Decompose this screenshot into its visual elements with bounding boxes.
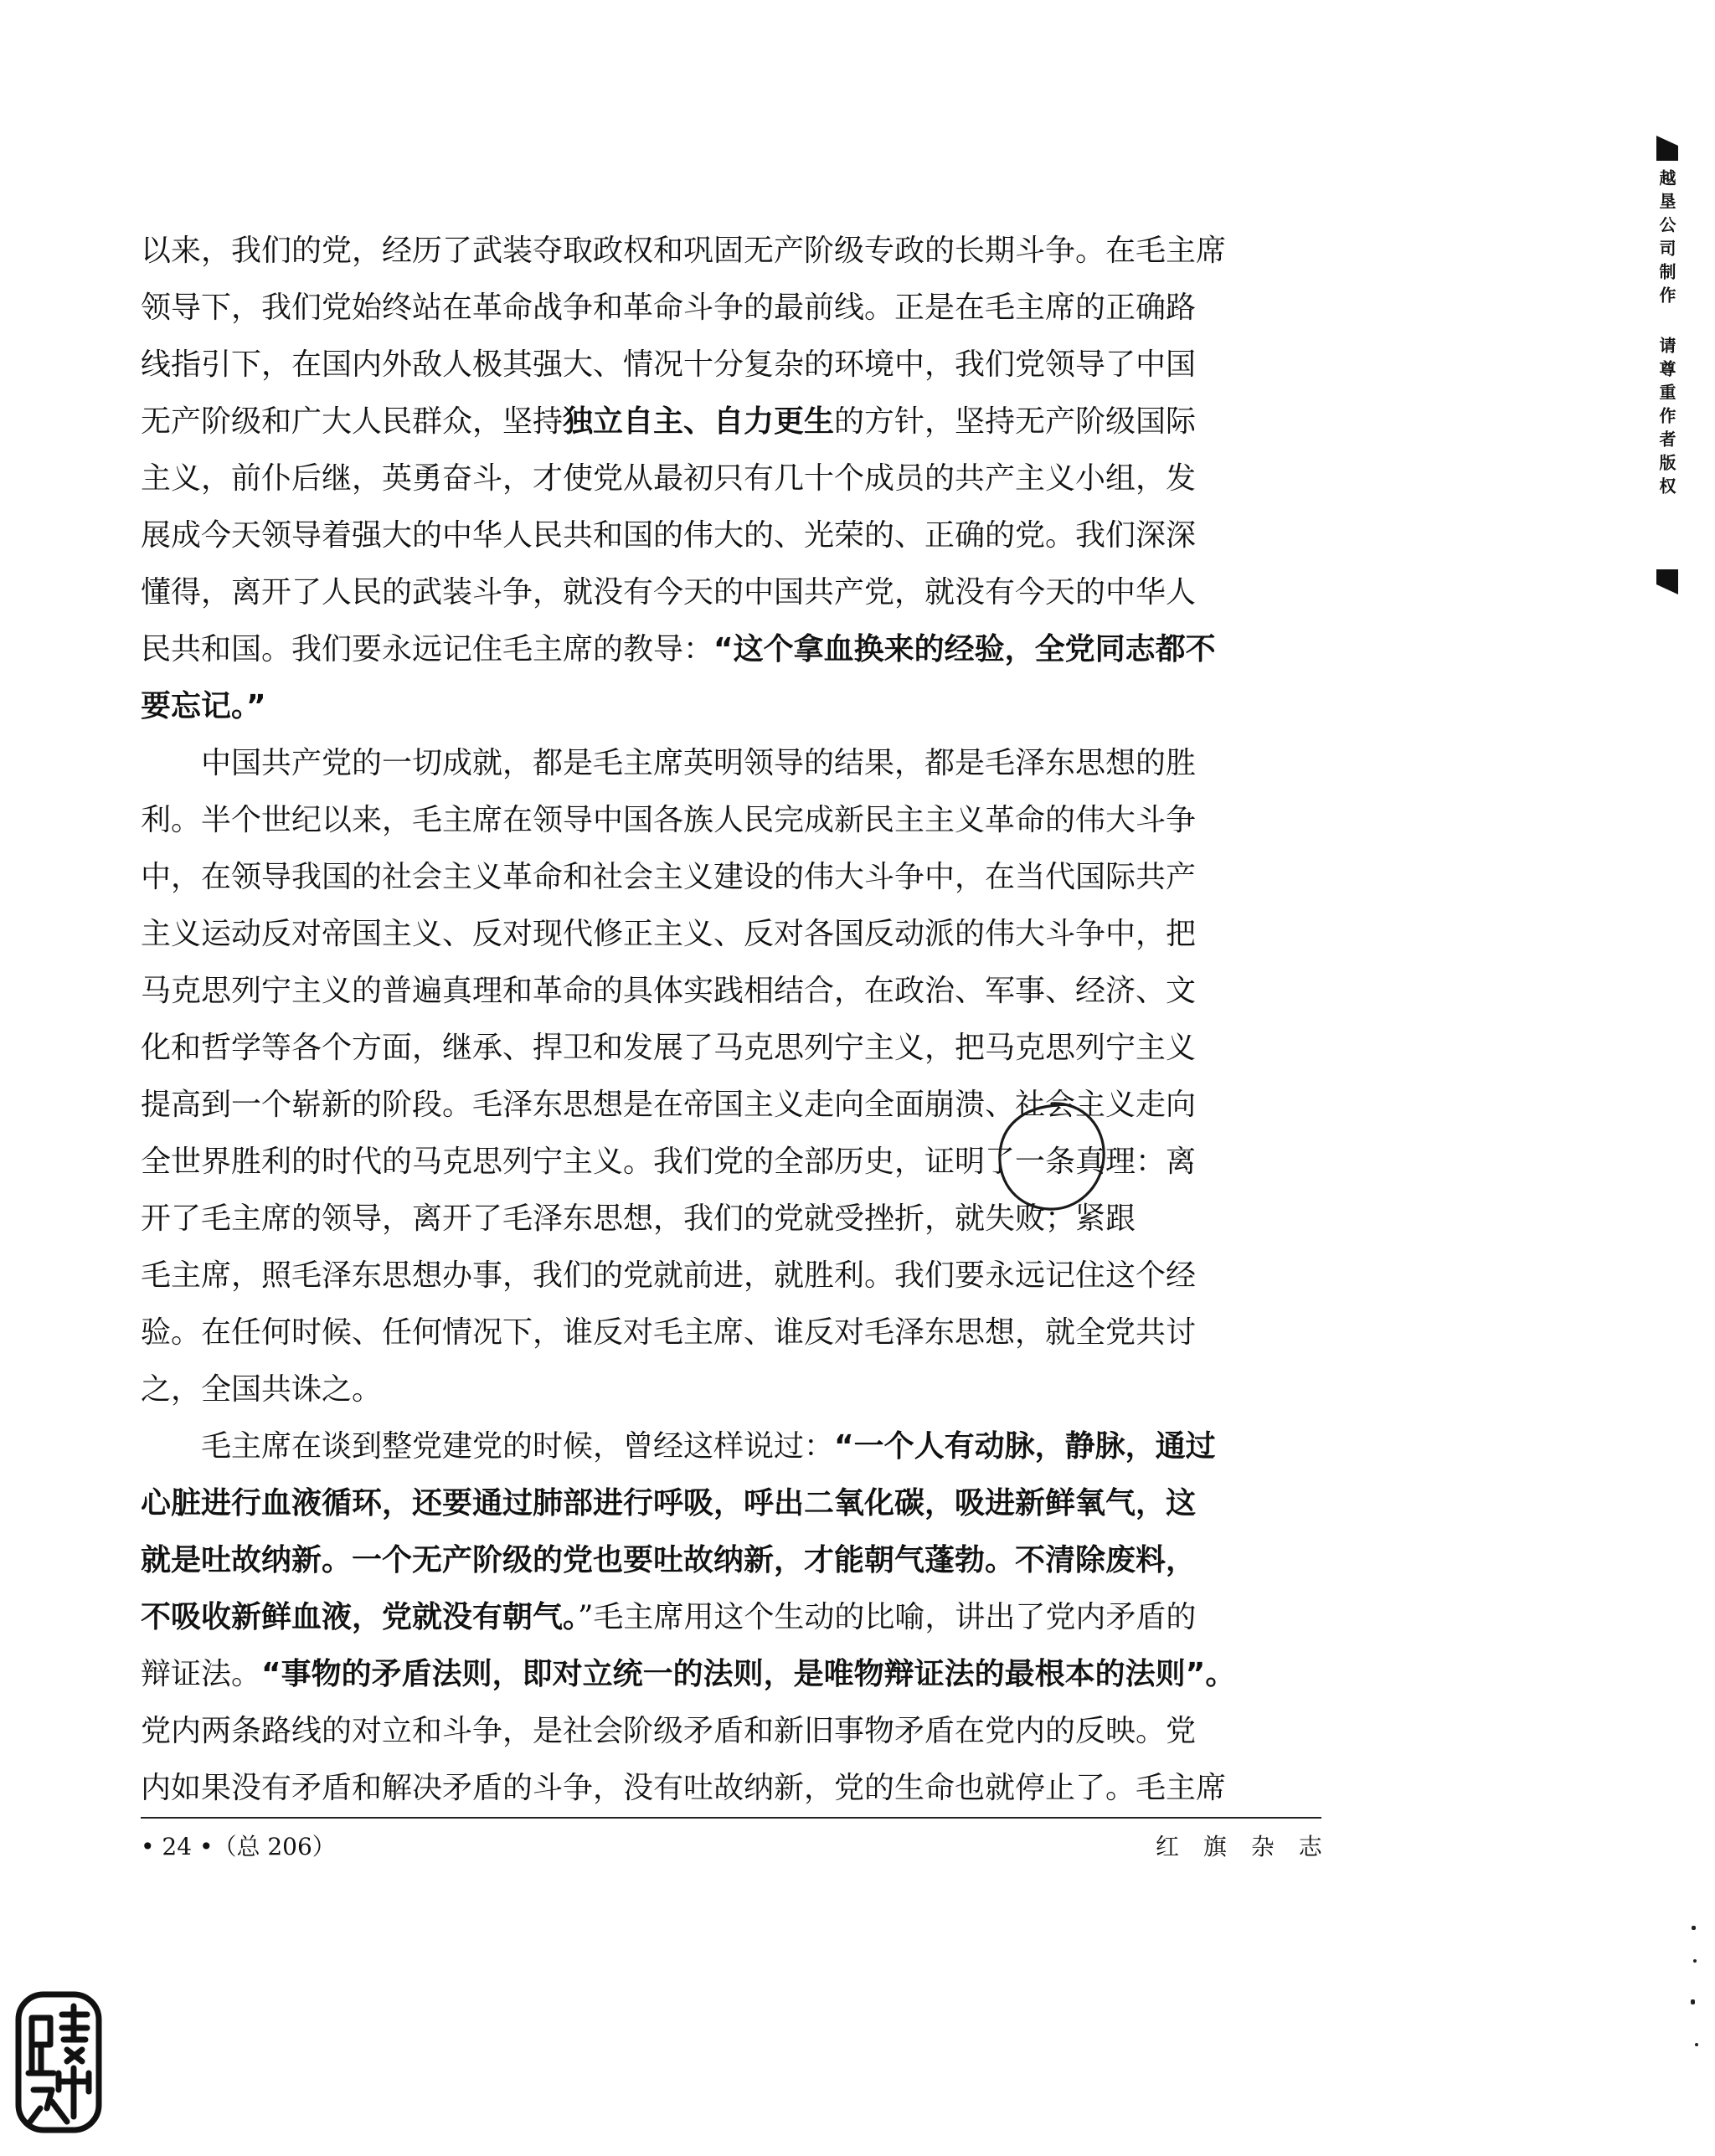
text-segment: 毛主席在谈到整党建党的时候，曾经这样说过： — [141, 1429, 835, 1464]
text-line — [141, 1077, 1321, 1134]
scan-speck — [1693, 1959, 1697, 1963]
scan-speck — [1691, 1999, 1695, 2004]
text-line — [141, 849, 1321, 906]
text-line — [141, 1532, 1321, 1589]
scan-speck — [1692, 1926, 1696, 1930]
text-line — [141, 337, 1321, 394]
bold-quote-segment: 心脏进行血液循环，还要通过肺部进行呼吸，呼出二氧化碳，吸进新鲜氧气，这 — [141, 1486, 1197, 1521]
text-line — [141, 507, 1321, 564]
text-segment: 以来，我们的党，经历了武装夺取政权和巩固无产阶级专政的长期斗争。在毛主席 — [141, 234, 1227, 268]
text-line — [141, 1248, 1321, 1304]
text-segment: 化和哲学等各个方面，继承、捍卫和发展了马克思列宁主义，把马克思列宁主义 — [141, 1031, 1197, 1065]
text-segment: 主义，前仆后继，英勇奋斗，才使党从最初只有几十个成员的共产主义小组，发 — [141, 461, 1197, 496]
text-segment: 提高到一个崭新的阶段。毛泽东思想是在帝国主义走向全面崩溃、社会主义走向 — [141, 1088, 1197, 1122]
bold-quote-segment: 要忘记。” — [141, 689, 266, 723]
text-line — [141, 1134, 1321, 1191]
text-segment: 展成今天领导着强大的中华人民共和国的伟大的、光荣的、正确的党。我们深深 — [141, 518, 1197, 553]
text-line — [141, 963, 1321, 1020]
text-line — [141, 1418, 1321, 1475]
text-segment: 党内两条路线的对立和斗争，是社会阶级矛盾和新旧事物矛盾在党内的反映。党 — [141, 1714, 1197, 1748]
text-segment: 中国共产党的一切成就，都是毛主席英明领导的结果，都是毛泽东思想的胜 — [141, 746, 1197, 780]
watermark-text: 越垦公司制作 请尊重作者版权 — [1656, 169, 1676, 501]
text-line — [141, 678, 1321, 735]
text-line — [141, 1020, 1321, 1077]
text-line — [141, 564, 1321, 621]
text-line — [141, 1304, 1321, 1361]
text-line — [141, 1589, 1321, 1646]
text-segment: 的方针，坚持无产阶级国际 — [834, 404, 1197, 439]
bold-quote-segment: 独立自主、自力更生 — [563, 404, 835, 439]
text-line — [141, 1760, 1321, 1817]
scan-speck — [1695, 2043, 1698, 2046]
text-line — [141, 1361, 1321, 1418]
handwritten-circle-mark — [993, 1099, 1109, 1214]
footer-journal-title: 红 旗 杂 志 — [1156, 1833, 1331, 1860]
text-segment: 中，在领导我国的社会主义革命和社会主义建设的伟大斗争中，在当代国际共产 — [141, 860, 1197, 894]
text-segment: ”毛主席用这个生动的比喻，讲出了党内矛盾的 — [578, 1600, 1197, 1634]
article-body — [141, 223, 1321, 1817]
bold-quote-segment: “一个人有动脉，静脉，通过 — [834, 1429, 1216, 1464]
text-segment: 主义运动反对帝国主义、反对现代修正主义、反对各国反动派的伟大斗争中，把 — [141, 917, 1197, 951]
text-segment: 毛主席，照毛泽东思想办事，我们的党就前进，就胜利。我们要永远记住这个经 — [141, 1258, 1197, 1293]
text-line — [141, 394, 1321, 450]
footer-divider — [141, 1817, 1321, 1819]
text-line — [141, 1703, 1321, 1760]
bold-quote-segment: “这个拿血换来的经验，全党同志都不 — [713, 632, 1216, 666]
text-line — [141, 792, 1321, 849]
text-segment: 辩证法。 — [141, 1657, 262, 1691]
text-segment: 内如果没有矛盾和解决矛盾的斗争，没有吐故纳新，党的生命也就停止了。毛主席 — [141, 1771, 1227, 1805]
text-line — [141, 735, 1321, 792]
text-segment: 开了毛主席的领导，离开了毛泽东思想，我们的党就受挫折，就失败；紧跟 — [141, 1201, 1136, 1236]
text-segment: 民共和国。我们要永远记住毛主席的教导： — [141, 632, 714, 666]
text-line — [141, 1191, 1321, 1248]
footer-page-number: • 24 •（总 206） — [141, 1833, 336, 1860]
watermark-bar-top — [1656, 136, 1678, 161]
text-segment: 懂得，离开了人民的武装斗争，就没有今天的中国共产党，就没有今天的中华人 — [141, 575, 1197, 610]
text-segment: 领导下，我们党始终站在革命战争和革命斗争的最前线。正是在毛主席的正确路 — [141, 291, 1197, 325]
text-segment: 全世界胜利的时代的马克思列宁主义。我们党的全部历史，证明了一条真理：离 — [141, 1145, 1197, 1179]
text-line — [141, 223, 1321, 280]
bold-quote-segment: 就是吐故纳新。一个无产阶级的党也要吐故纳新，才能朝气蓬勃。不清除废料， — [141, 1543, 1197, 1577]
text-segment: 线指引下，在国内外敌人极其强大、情况十分复杂的环境中，我们党领导了中国 — [141, 347, 1197, 382]
text-line — [141, 450, 1321, 507]
text-line — [141, 280, 1321, 337]
bold-quote-segment: “事物的矛盾法则，即对立统一的法则，是唯物辩证法的最根本的法则”。 — [261, 1657, 1236, 1691]
seal-stamp — [15, 1991, 102, 2133]
text-segment: 无产阶级和广大人民群众，坚持 — [141, 404, 564, 439]
text-line — [141, 1646, 1321, 1703]
watermark-bar-bottom — [1656, 569, 1678, 594]
text-segment: 马克思列宁主义的普遍真理和革命的具体实践相结合，在政治、军事、经济、文 — [141, 974, 1197, 1008]
text-segment: 之，全国共诛之。 — [141, 1372, 383, 1407]
text-line — [141, 1475, 1321, 1532]
text-segment: 利。半个世纪以来，毛主席在领导中国各族人民完成新民主主义革命的伟大斗争 — [141, 803, 1197, 837]
text-line — [141, 621, 1321, 678]
text-line — [141, 906, 1321, 963]
side-watermark — [1648, 136, 1685, 594]
text-segment: 验。在任何时候、任何情况下，谁反对毛主席、谁反对毛泽东思想，就全党共讨 — [141, 1315, 1197, 1350]
bold-quote-segment: 不吸收新鲜血液，党就没有朝气。 — [141, 1600, 579, 1634]
